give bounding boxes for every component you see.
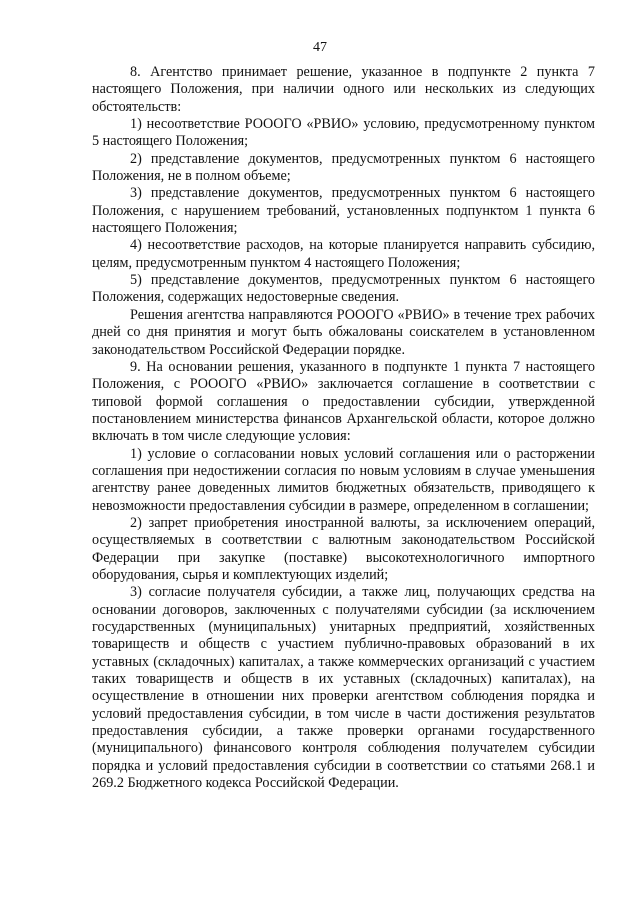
paragraph-8-item-2: 2) представление документов, предусмотренных пунктом 6 настоящего Положения, не в полном объеме; <box>92 150 595 185</box>
paragraph-9-intro: 9. На основании решения, указанного в подпункте 1 пункта 7 настоящего Положения, с РОООГО «РВИО» заключается соглашение в соответствии с типовой формой соглашения о предоставлении субсидии, утвержденной постановлением министерства финансов Архангельской области, которое должно включать в том числе следующие условия: <box>92 358 595 445</box>
page-number: 47 <box>313 40 327 55</box>
paragraph-8-item-4: 4) несоответствие расходов, на которые планируется направить субсидию, целям, предусмотренным пунктом 4 настоящего Положения; <box>92 237 595 271</box>
paragraph-8-intro: 8. Агентство принимает решение, указанное в подпункте 2 пункта 7 настоящего Положения, при наличии одного или нескольких из следующих обстоятельств: <box>92 64 595 115</box>
paragraph-8-item-3: 3) представление документов, предусмотренных пунктом 6 настоящего Положения, с нарушением требований, установленных подпунктом 1 пункта 6 настоящего Положения; <box>92 185 595 237</box>
paragraph-9-item-2: 2) запрет приобретения иностранной валюты, за исключением операций, осуществляемых в соответствии с валютным законодательством Российской Федерации при закупке (поставке) высокотехнологичного импортного оборудования, сырья и комплектующих изделий; <box>92 514 595 583</box>
paragraph-8-item-5: 5) представление документов, предусмотренных пунктом 6 настоящего Положения, содержащих недостоверные сведения. <box>92 272 595 306</box>
paragraph-9-item-1: 1) условие о согласовании новых условий соглашения или о расторжении соглашения при недостижении согласия по новым условиям в случае уменьшения агентству ранее доведенных лимитов бюджетных обязательств, приводящего к невозможности предоставления субсидии в размере, определенном в соглашении; <box>92 445 595 514</box>
paragraph-9-item-3: 3) согласие получателя субсидии, а также лиц, получающих средства на основании договоров, заключенных с получателями субсидии (за исключением государственных (муниципальных) унитарных предприятий, хозяйственных товариществ и обществ с участием публично-правовых образований в их уставных (складочных) капиталах, а также коммерческих организаций с участием таких товариществ и обществ в их уставных (складочных) капиталах), на осуществление в отношении них проверки агентством соблюдения порядка и условий предоставления субсидии, в том числе в части достижения результатов предоставления субсидии, а также проверки органами государственного (муниципального) финансового контроля соблюдения получателем субсидии порядка и условий предоставления субсидии в соответствии со статьями 268.1 и 269.2 Бюджетного кодекса Российской Федерации. <box>92 584 595 792</box>
paragraph-8-decisions: Решения агентства направляются РОООГО «РВИО» в течение трех рабочих дней со дня принятия и могут быть обжалованы соискателем в установленном законодательством Российской Федерации порядке. <box>92 306 595 358</box>
document-body <box>92 64 595 792</box>
paragraph-8-item-1: 1) несоответствие РОООГО «РВИО» условию, предусмотренному пунктом 5 настоящего Положения; <box>92 116 595 150</box>
